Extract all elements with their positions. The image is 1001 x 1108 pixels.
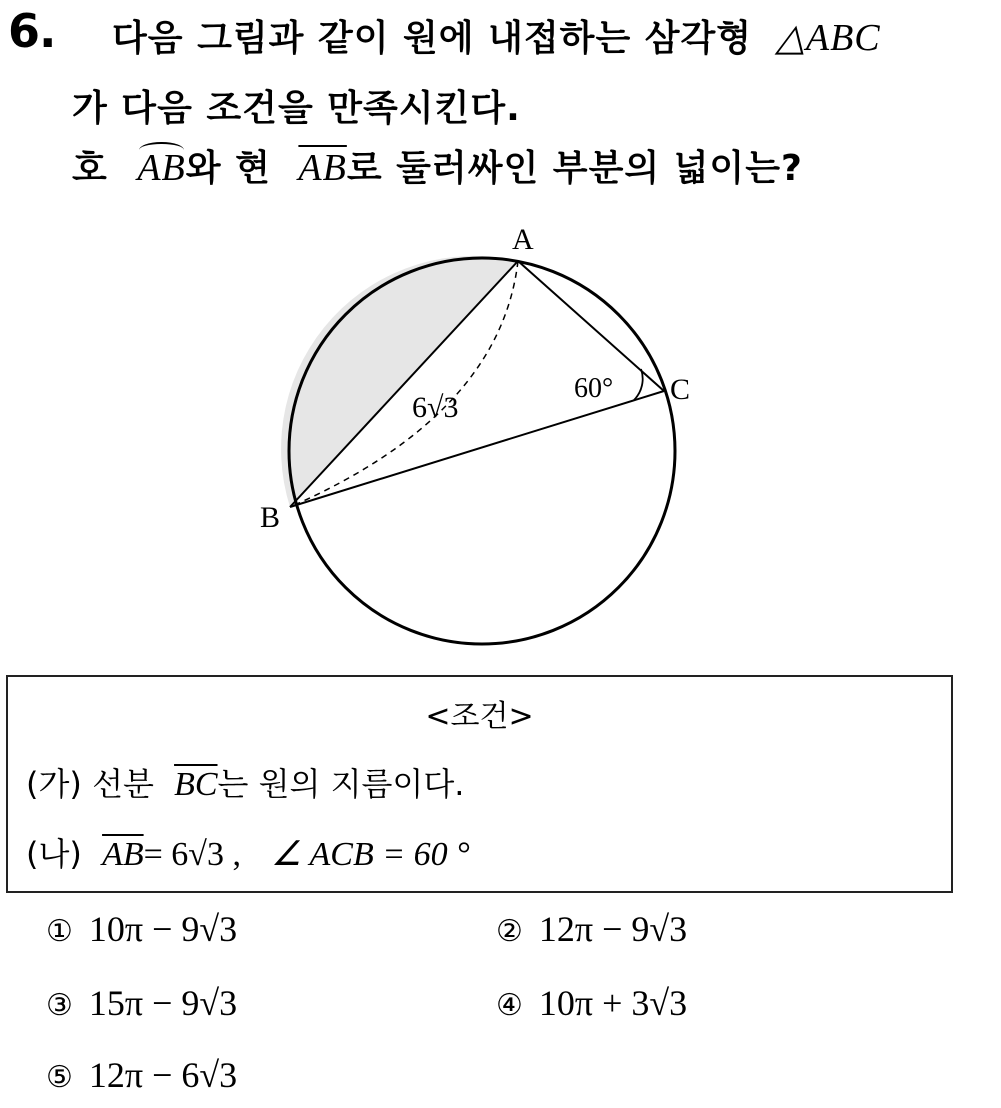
choice-1-mark: ① bbox=[46, 914, 73, 949]
question-line-3-suffix: 로 둘러싸인 부분의 넓이는? bbox=[346, 148, 803, 189]
choice-1-text: 10π − 9√3 bbox=[88, 909, 238, 949]
choice-3-mark: ③ bbox=[46, 988, 73, 1023]
label-c: C bbox=[670, 373, 691, 406]
circle-figure bbox=[260, 215, 700, 655]
condition-ga-post: 는 원의 지름이다. bbox=[217, 765, 465, 803]
condition-na-mark: (나) bbox=[26, 835, 82, 873]
angle-arc-c bbox=[634, 369, 643, 400]
segment-bc: $\overline{BC}$ bbox=[174, 766, 218, 803]
choice-5-text: 12π − 6√3 bbox=[88, 1055, 238, 1095]
choice-5-mark: ⑤ bbox=[46, 1060, 73, 1095]
choice-4[interactable] bbox=[496, 982, 687, 1024]
question-line-1 bbox=[112, 10, 881, 61]
choice-4-mark: ④ bbox=[496, 988, 523, 1023]
condition-na-eq: = 6√3 , bbox=[143, 836, 241, 873]
choice-2[interactable] bbox=[496, 908, 687, 950]
question-line-3-mid: 와 현 bbox=[185, 148, 271, 189]
choice-4-text: 10π + 3√3 bbox=[538, 983, 688, 1023]
angle-label: 60° bbox=[574, 373, 614, 404]
choice-3[interactable] bbox=[46, 982, 237, 1024]
choice-1[interactable] bbox=[46, 908, 237, 950]
chord-ab: $\overline{AB}$ bbox=[298, 147, 347, 189]
length-label: 6√3 bbox=[412, 391, 459, 424]
choice-2-text: 12π − 9√3 bbox=[538, 909, 688, 949]
conditions-title: <조건> bbox=[425, 699, 534, 734]
label-b: B bbox=[260, 501, 281, 534]
arc-ab: AB bbox=[137, 147, 186, 189]
question-line-3-prefix: 호 bbox=[72, 148, 108, 189]
question-line-1-text: 다음 그림과 같이 원에 내접하는 삼각형 bbox=[112, 18, 753, 59]
question-line-2: 가 다음 조건을 만족시킨다. bbox=[72, 88, 521, 129]
shaded-segment bbox=[281, 256, 518, 507]
condition-na bbox=[26, 829, 470, 875]
condition-na-angle: ∠ ACB = 60 ° bbox=[271, 836, 470, 873]
choice-5[interactable] bbox=[46, 1054, 237, 1096]
segment-ab: $\overline{AB}$ bbox=[102, 836, 144, 873]
choice-2-mark: ② bbox=[496, 914, 523, 949]
condition-ga bbox=[26, 759, 464, 805]
choice-3-text: 15π − 9√3 bbox=[88, 983, 238, 1023]
triangle-abc: △ABC bbox=[775, 17, 881, 59]
condition-ga-pre: 선분 bbox=[92, 765, 154, 803]
question-line-3 bbox=[72, 140, 803, 191]
label-a: A bbox=[512, 223, 534, 256]
conditions-box bbox=[6, 675, 953, 893]
condition-ga-mark: (가) bbox=[26, 765, 82, 803]
question-number: 6. bbox=[8, 4, 56, 58]
